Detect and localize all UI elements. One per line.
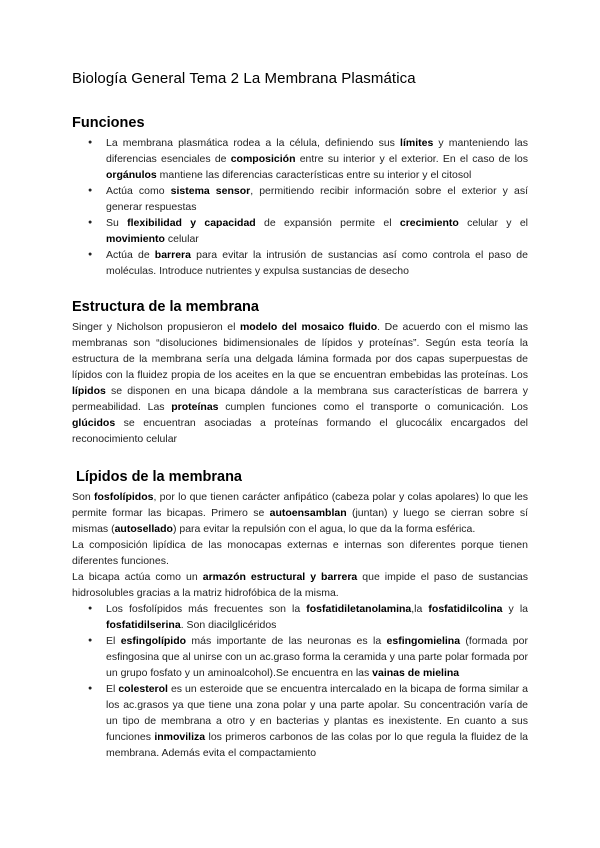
funciones-list (72, 135, 528, 279)
bold-term: armazón estructural y barrera (202, 571, 358, 583)
section-heading-estructura: Estructura de la membrana (72, 299, 259, 315)
bold-term: vainas de mielina (372, 667, 460, 679)
bold-term: fosfatidilserina (106, 619, 181, 631)
bold-term: fosfolípidos (93, 491, 154, 503)
lipidos-paragraph: La bicapa actúa como un armazón estructural y barrera que impide el paso de sustancias hidrosolubles gracias a la matriz hidrofóbica de la misma. (72, 571, 529, 599)
bold-term: fosfatidiletanolamina (306, 603, 412, 615)
bold-term: esfingolípido (120, 635, 187, 647)
lipidos-list (72, 601, 528, 761)
bold-term: colesterol (118, 683, 168, 695)
section-heading-funciones: Funciones (72, 115, 145, 131)
bold-term: autoensamblan (269, 507, 347, 519)
list-item: ● Actúa como sistema sensor, permitiendo recibir información sobre el exterior y así generar respuestas (106, 183, 528, 215)
bold-term: lípidos (72, 385, 106, 397)
bold-term: fosfatidilcolina (428, 603, 503, 615)
list-item: ● Los fosfolípidos más frecuentes son la fosfatidiletanolamina,la fosfatidilcolina y la fosfatidilserina. Son diacilglicéridos (106, 601, 528, 633)
bold-term: flexibilidad y capacidad (127, 217, 256, 229)
list-item: ● Actúa de barrera para evitar la intrusión de sustancias así como controla el paso de moléculas. Introduce nutrientes y expulsa sustancias de desecho (106, 247, 528, 279)
bold-term: orgánulos (106, 169, 157, 181)
bold-term: autosellado (114, 523, 173, 535)
bold-term: glúcidos (72, 417, 116, 429)
list-item: ● Su flexibilidad y capacidad de expansión permite el crecimiento celular y el movimiento celular (106, 215, 528, 247)
bold-term: inmoviliza (154, 731, 206, 743)
bold-term: crecimiento (399, 217, 459, 229)
document-title: Biología General Tema 2 La Membrana Plasmática (72, 70, 416, 87)
lipidos-paragraph: Son fosfolípidos, por lo que tienen carácter anfipático (cabeza polar y colas apolares) lo que les permite formar las bicapas. Primero se autoensamblan (juntan) y luego se cierran sobre sí mismas (autosellado) para evitar la repulsión con el agua, lo que da la forma esférica. (72, 491, 528, 535)
bold-term: composición (230, 153, 296, 165)
bold-term: proteínas (171, 401, 219, 413)
bold-term: esfingomielina (386, 635, 461, 647)
bold-term: sistema sensor (170, 185, 251, 197)
section-heading-lipidos: Lípidos de la membrana (76, 469, 242, 485)
lipidos-paragraph: La composición lipídica de las monocapas externas e internas son diferentes porque tienen diferentes funciones. (72, 539, 528, 567)
bold-term: límites (400, 137, 434, 149)
bold-term: movimiento (106, 233, 165, 245)
list-item: ● El colesterol es un esteroide que se encuentra intercalado en la bicapa de forma similar a los ac.grasos ya que tiene una zona polar y una parte apolar. Su concentración varía de un tipo de membrana a otro y en bacterias y plantas es inexistente. En cuanto a sus funciones inmoviliza los primeros carbonos de las colas por lo que regula la fluidez de la membrana. Además evita el compactamiento (106, 681, 528, 761)
bold-term: barrera (154, 249, 191, 261)
list-item: ● La membrana plasmática rodea a la célula, definiendo sus límites y manteniendo las diferencias esenciales de composición entre su interior y el exterior. En el caso de los orgánulos mantiene las diferencias características entre su interior y el citosol (106, 135, 528, 183)
estructura-paragraph: Singer y Nicholson propusieron el modelo del mosaico fluido. De acuerdo con el mismo las membranas son “disoluciones bidimensionales de lípidos y proteínas”. Según esta teoría la estructura de la membrana sería una delgada lámina formada por dos capas superpuestas de lípidos con la fluidez propia de los aceites en la que se encuentran embebidas las proteínas. Los lípidos se disponen en una bicapa dándole a la membrana sus características de barrera y permeabilidad. Las proteínas cumplen funciones como el transporte o comunicación. Los glúcidos se encuentran asociadas a proteínas formando el glucocálix encargados del reconocimiento celular (72, 321, 529, 445)
bold-term: modelo del mosaico fluido (239, 321, 378, 333)
list-item: ● El esfingolípido más importante de las neuronas es la esfingomielina (formada por esfingosina que al unirse con un ac.graso forma la ceramida y una parte polar formada por un grupo fosfato y un aminoalcohol).Se encuentra en las vainas de mielina (106, 633, 528, 681)
